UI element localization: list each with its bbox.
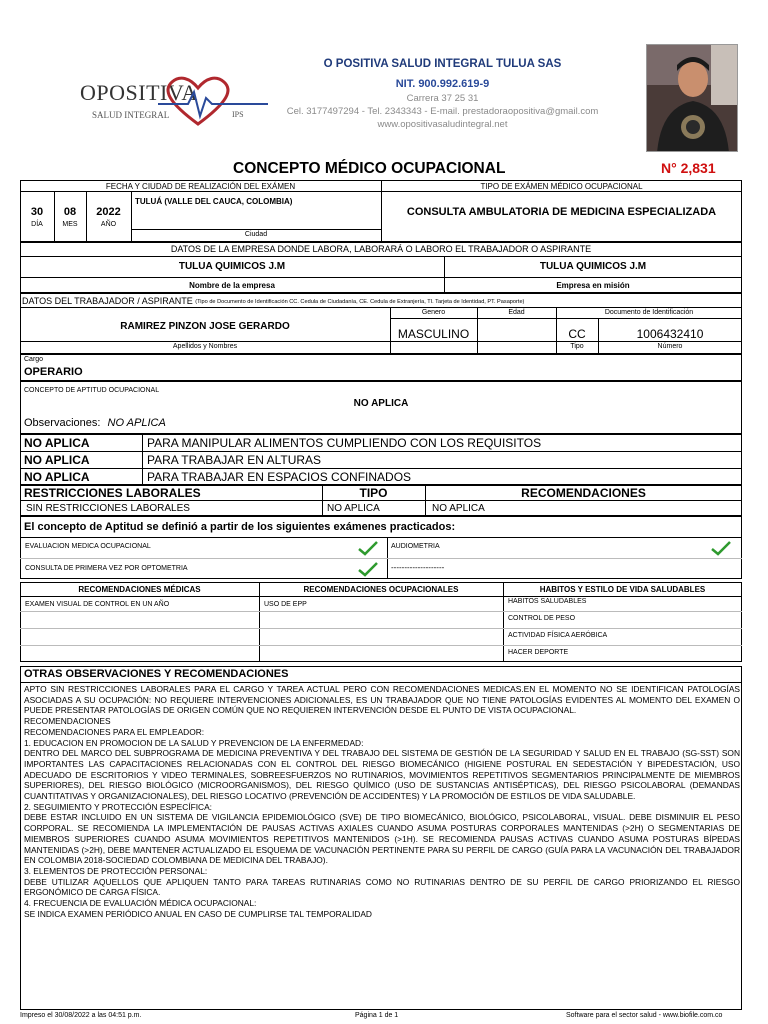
company-info [240, 58, 645, 130]
date-header: FECHA Y CIUDAD DE REALIZACIÓN DEL EXÁMEN [105, 182, 296, 191]
restriction-type-header: TIPO [359, 486, 388, 500]
restrictions-value: SIN RESTRICCIONES LABORALES [26, 503, 190, 514]
aptitude-value: NO APLICA [353, 398, 409, 409]
doc-number-label: Número [657, 343, 683, 350]
observations-header: OTRAS OBSERVACIONES Y RECOMENDACIONES [24, 668, 289, 680]
worker-gender: MASCULINO [397, 327, 470, 341]
document-number: N° 2,831 [661, 160, 716, 176]
company-name: O POSITIVA SALUD INTEGRAL TULUA SAS [323, 58, 562, 70]
exam-type-value: CONSULTA AMBULATORIA DE MEDICINA ESPECIALIZADA [406, 206, 717, 218]
check-icon [710, 540, 732, 556]
company-name-value: TULUA QUIMICOS J.M [178, 261, 286, 272]
observation-paragraph: DENTRO DEL MARCO DEL SUBPROGRAMA DE MEDICINA PREVENTIVA Y DEL TRABAJO DEL SISTEMA DE GESTIÓN DE LA SEGURIDAD Y SALUD EN EL TRABAJO (SG-SST) SON IMPORTANTES LAS CAPACITACIONES RELACIONADAS CON EL CONTROL DEL RIESGO BIOMECÁNICO (HIGIENE POSTURAL EN SEDESTACIÓN Y BIPEDESTACIÓN, USO ADECUADO DE ESCRITORIOS Y VIDEO TERMINALES, SOBREESFUERZOS NO RUTINARIOS, MOVIMIENTOS REPETITIVOS SEGMENTARIOS PRINCIPALMENTE DE MIEMBROS SUPERIORES), DEL RIESGO BIOLÓGICO (MICROORGANISMOS), DEL RIESGO QUÍMICO (USO DE SUSTANCIAS ANTISÉPTICAS), DEL RIESGO PSICOLABORAL (DEMANDAS CUANTITATIVAS Y ORGANIZACIONALES), DEL RIESGO LOCATIVO (PREVENCIÓN DE ACCIDENTES) Y LA PROMOCIÓN DE ESTILOS DE VIDA SALUDABLE. [24, 748, 740, 802]
observation-paragraph: 2. SEGUIMIENTO Y PROTECCIÓN ESPECÍFICA: [24, 801, 213, 812]
exam-right-2: -------------------- [391, 563, 445, 572]
aptitude-row-desc: PARA TRABAJAR EN ESPACIOS CONFINADOS [147, 470, 412, 484]
exams-header: El concepto de Aptitud se definió a partir de los siguientes exámenes practicados: [24, 521, 456, 533]
city-label: Ciudad [244, 231, 268, 238]
exam-day: 30 [30, 206, 44, 218]
medical-recs-header: RECOMENDACIONES MÉDICAS [78, 585, 201, 594]
observations-value: NO APLICA [107, 417, 166, 429]
exam-left-1: EVALUACION MEDICA OCUPACIONAL [25, 543, 151, 550]
habit-item: ACTIVIDAD FÍSICA AERÓBICA [508, 632, 608, 639]
company-website: www.opositivasaludintegral.net [377, 119, 508, 130]
company-logo [58, 72, 258, 142]
aptitude-row-status: NO APLICA [24, 453, 90, 467]
worker-portrait-image [647, 45, 738, 152]
document-title: CONCEPTO MÉDICO OCUPACIONAL [233, 160, 506, 177]
exam-left-2: CONSULTA DE PRIMERA VEZ POR OPTOMETRIA [25, 565, 188, 572]
habit-item: HABITOS SALUDABLES [508, 598, 587, 605]
company-name-label: Nombre de la empresa [189, 281, 275, 290]
logo-subtitle: SALUD INTEGRAL [92, 110, 170, 120]
month-label: MES [62, 221, 78, 228]
restrictions-header: RESTRICCIONES LABORALES [24, 486, 201, 500]
company-address: Carrera 37 25 31 [406, 93, 479, 104]
observation-paragraph: RECOMENDACIONES [24, 716, 111, 727]
exam-right-1: AUDIOMETRIA [391, 543, 440, 550]
worker-name-label: Apellidos y Nombres [172, 343, 238, 350]
footer-software: Software para el sector salud - www.biofile.com.co [566, 1012, 723, 1019]
observation-paragraph: 3. ELEMENTOS DE PROTECCIÓN PERSONAL: [24, 865, 208, 876]
aptitude-row-desc: PARA TRABAJAR EN ALTURAS [147, 453, 322, 467]
observation-paragraph: RECOMENDACIONES PARA EL EMPLEADOR: [24, 726, 205, 737]
worker-photo [646, 44, 738, 152]
exam-city: TULUÁ (VALLE DEL CAUCA, COLOMBIA) [135, 197, 293, 206]
worker-doc-number: 1006432410 [636, 327, 704, 341]
check-icon [357, 540, 379, 556]
observations-line [24, 417, 166, 429]
company-contact: Cel. 3177497294 - Tel. 2343343 - E-mail. prestadoraopositiva@gmail.com [286, 106, 599, 117]
habits-header: HABITOS Y ESTILO DE VIDA SALUDABLES [539, 585, 706, 594]
mission-company-label: Empresa en misión [556, 281, 630, 290]
check-icon [357, 561, 379, 577]
aptitude-row-desc: PARA MANIPULAR ALIMENTOS CUMPLIENDO CON LOS REQUISITOS [147, 436, 542, 450]
observations-label: Observaciones: [24, 417, 101, 429]
medical-rec-item: EXAMEN VISUAL DE CONTROL EN UN AÑO [25, 601, 170, 608]
exam-type-header: TIPO DE EXÁMEN MÉDICO OCUPACIONAL [480, 182, 643, 191]
worker-doc-type: CC [568, 327, 586, 341]
occupational-rec-item: USO DE EPP [264, 601, 307, 608]
worker-header: DATOS DEL TRABAJADOR / ASPIRANTE (Tipo de Documento de Identificación CC. Cedula de Ciudadanía, CE. Cedula de Extranjería, TI. Tarjeta de Identidad, PT. Pasaporte) [22, 296, 525, 306]
occupational-recs-header: RECOMENDACIONES OCUPACIONALES [303, 585, 459, 594]
exam-year: 2022 [96, 206, 121, 218]
worker-name: RAMIREZ PINZON JOSE GERARDO [120, 321, 290, 332]
aptitude-row-status: NO APLICA [24, 470, 90, 484]
observations-text [24, 684, 740, 919]
exam-month: 08 [63, 206, 77, 218]
company-nit: NIT. 900.992.619-9 [395, 78, 490, 90]
doc-label: Documento de Identificación [604, 309, 694, 316]
logo-wordmark: OPOSITIVA [80, 80, 198, 105]
worker-role: OPERARIO [24, 366, 83, 378]
observation-paragraph: 1. EDUCACION EN PROMOCION DE LA SALUD Y PREVENCION DE LA ENFERMEDAD: [24, 737, 364, 748]
restriction-type-value: NO APLICA [327, 503, 380, 514]
recommendations-table [20, 582, 742, 662]
observation-paragraph: 4. FRECUENCIA DE EVALUACIÓN MÉDICA OCUPACIONAL: [24, 898, 257, 909]
doc-type-label: Tipo [570, 343, 584, 350]
observation-paragraph: SE INDICA EXAMEN PERIÓDICO ANUAL EN CASO DE CUMPLIRSE TAL TEMPORALIDAD [24, 908, 372, 919]
recommendations-value: NO APLICA [432, 503, 485, 514]
observation-paragraph: DEBE ESTAR INCLUIDO EN UN SISTEMA DE VIGILANCIA EPIDEMIOLÓGICO (SVE) DE TIPO BIOMECÁNICO, BIOLÓGICO, PSICOLABORAL, VISUAL. DEBE DISMINUIR EL PESO CORPORAL. SE RECOMIENDA LA IMPLEMENTACIÓN DE PAUSAS ACTIVAS AXIALES CUANDO ASUMA POSTURAS CORPORALES MANTENIDAS (>2H) O SEGMENTARIAS DE MIEMBROS SUPERIORES CUANDO ASUMA MOVIMIENTOS REPETITIVOS MANTENIDOS (>1H). SE RECOMIENDA PAUSAS ACTIVAS CUANDO ASUMA POSTURAS BÍPEDAS MANTENIDAS (>2H), DEBE MANTENER ACTUALIZADO EL ESQUEMA DE VACUNACIÓN PERTINENTE PARA SU PERFIL DE CARGO (GUÍA PARA LA VACUNACIÓN DEL TRABAJADOR EN COLOMBIA 2018-SOCIEDAD COLOMBIANA DE MEDICINA DEL TRABAJO). [24, 812, 740, 866]
habit-item: CONTROL DE PESO [508, 615, 576, 622]
footer-printed: Impreso el 30/08/2022 a las 04:51 p.m. [20, 1012, 142, 1019]
age-label: Edad [508, 309, 525, 316]
recommendations-header: RECOMENDACIONES [521, 486, 646, 500]
year-label: AÑO [100, 221, 117, 228]
habit-item: HACER DEPORTE [508, 649, 569, 656]
role-label: Cargo [24, 356, 44, 363]
gender-label: Genero [421, 309, 446, 316]
logo-ips: IPS [232, 110, 244, 119]
company-header: DATOS DE LA EMPRESA DONDE LABORA, LABORARÁ O LABORO EL TRABAJADOR O ASPIRANTE [170, 244, 592, 254]
letterhead [20, 42, 742, 154]
aptitude-label: CONCEPTO DE APTITUD OCUPACIONAL [24, 387, 160, 394]
role-box [20, 354, 742, 381]
mission-company-value: TULUA QUIMICOS J.M [539, 261, 647, 272]
observation-paragraph: APTO SIN RESTRICCIONES LABORALES PARA EL CARGO Y TAREA ACTUAL PERO CON RECOMENDACIONES MEDICAS.EN EL MOMENTO NO SE IDENTIFICAN PATOLOGÍAS ASOCIADAS A SU OCUPACIÓN: NO REQUIERE INTERVENCIONES ADICIONALES, ES UN TRABAJADOR QUE NO TIENE PATOLOGÍAS EVIDENTES AL MOMENTO DEL EXAMEN O PUEDE PRESENTAR PATOLOGÍAS DE ORIGEN COMÚN QUE NO REQUIEREN INTERVENCIÓN DESDE EL PUNTO DE VISTA OCUPACIONAL. [24, 684, 740, 716]
observation-paragraph: DEBE UTILIZAR AQUELLOS QUE APLIQUEN TANTO PARA TAREAS RUTINARIAS COMO NO RUTINARIAS DENTRO DE SU PERFIL DE CARGO PRIORIZANDO EL RIESGO ERGONÓMICO DE CARGA FÍSICA. [24, 876, 740, 898]
aptitude-row-status: NO APLICA [24, 436, 90, 450]
footer-page: Página 1 de 1 [355, 1012, 399, 1019]
day-label: DÍA [31, 221, 43, 228]
